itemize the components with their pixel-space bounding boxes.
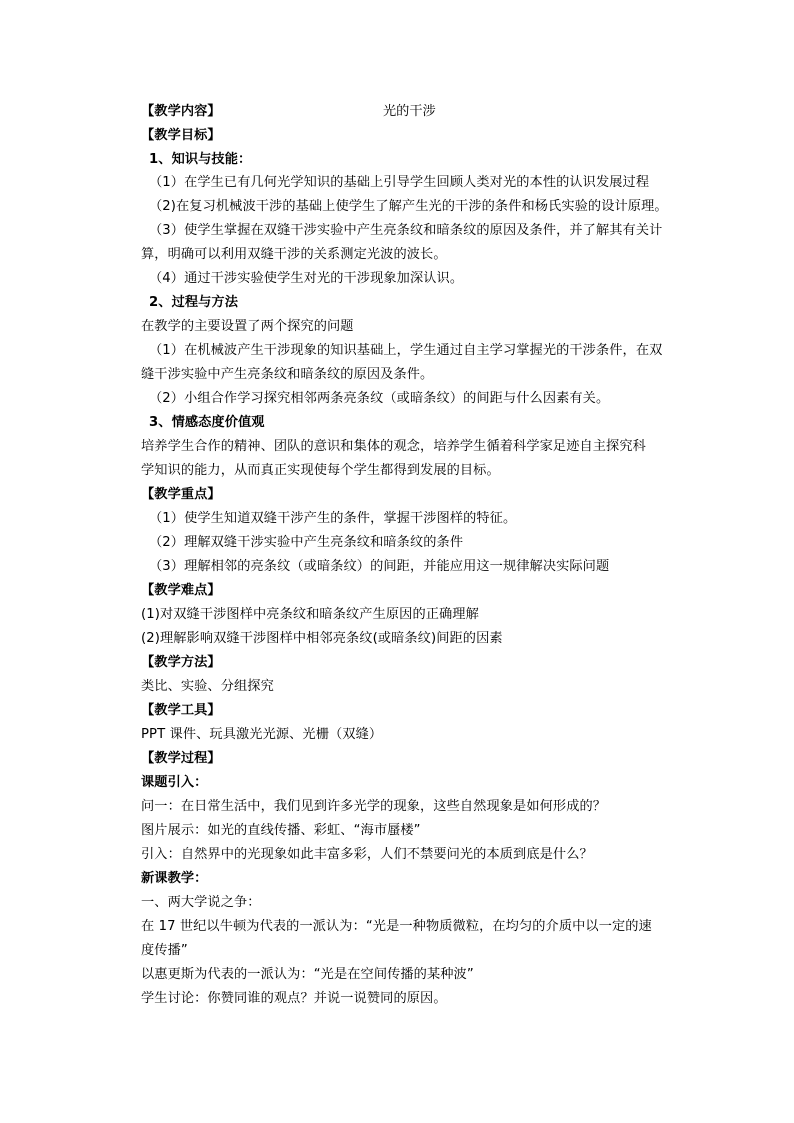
process-heading: 2、过程与方法 bbox=[149, 295, 239, 310]
knowledge-item: 算，明确可以利用双缝干涉的关系测定光波的波长。 bbox=[141, 247, 447, 262]
knowledge-item: （2)在复习机械波干涉的基础上使学生了解产生光的干涉的条件和杨氏实验的设计原理。 bbox=[149, 199, 668, 214]
new-lesson-item: 学生讨论：你赞同谁的观点？并说一说赞同的原因。 bbox=[141, 991, 447, 1006]
intro-heading: 课题引入： bbox=[141, 775, 208, 790]
attitude-heading: 3、情感态度价值观 bbox=[149, 415, 265, 430]
content-label: 【教学内容】 bbox=[141, 104, 221, 119]
difficulty-item: (2)理解影响双缝干涉图样中相邻亮条纹(或暗条纹)间距的因素 bbox=[141, 631, 503, 646]
key-point-item: （2）理解双缝干涉实验中产生亮条纹和暗条纹的条件 bbox=[149, 535, 464, 550]
intro-item: 引入：自然界中的光现象如此丰富多彩，人们不禁要问光的本质到底是什么？ bbox=[141, 847, 593, 862]
process-item: 缝干涉实验中产生亮条纹和暗条纹的原因及条件。 bbox=[141, 367, 434, 382]
new-lesson-item: 度传播” bbox=[141, 943, 188, 958]
knowledge-item: （4）通过干涉实验使学生对光的干涉现象加深认识。 bbox=[149, 271, 464, 286]
new-lesson-heading: 新课教学： bbox=[141, 871, 208, 886]
process-item: （1）在机械波产生干涉现象的知识基础上，学生通过自主学习掌握光的干涉条件，在双 bbox=[149, 343, 663, 358]
methods-heading: 【教学方法】 bbox=[141, 655, 221, 670]
knowledge-item: （3）使学生掌握在双缝干涉实验中产生亮条纹和暗条纹的原因及条件，并了解其有关计 bbox=[149, 223, 663, 238]
key-point-item: （1）使学生知道双缝干涉产生的条件，掌握干涉图样的特征。 bbox=[149, 511, 517, 526]
knowledge-heading: 1、知识与技能： bbox=[149, 152, 252, 167]
tools-heading: 【教学工具】 bbox=[141, 703, 221, 718]
procedure-heading: 【教学过程】 bbox=[141, 751, 221, 766]
tools-text: PPT 课件、玩具激光光源、光栅（双缝） bbox=[141, 727, 383, 742]
key-point-item: （3）理解相邻的亮条纹（或暗条纹）的间距，并能应用这一规律解决实际问题 bbox=[149, 559, 610, 574]
process-item: 在教学的主要设置了两个探究的问题 bbox=[141, 319, 354, 334]
new-lesson-item: 在 17 世纪以牛顿为代表的一派认为：“光是一种物质微粒，在均匀的介质中以一定的速 bbox=[141, 919, 652, 934]
intro-item: 问一：在日常生活中，我们见到许多光学的现象，这些自然现象是如何形成的？ bbox=[141, 799, 607, 814]
difficulty-item: (1)对双缝干涉图样中亮条纹和暗条纹产生原因的正确理解 bbox=[141, 607, 479, 622]
objectives-heading: 【教学目标】 bbox=[141, 128, 221, 143]
lesson-title: 光的干涉 bbox=[383, 104, 436, 119]
key-points-heading: 【教学重点】 bbox=[141, 487, 221, 502]
difficulties-heading: 【教学难点】 bbox=[141, 583, 221, 598]
intro-item: 图片展示：如光的直线传播、彩虹、“海市蜃楼” bbox=[141, 823, 421, 838]
new-lesson-item: 一、两大学说之争： bbox=[141, 895, 261, 910]
attitude-item: 学知识的能力，从而真正实现使每个学生都得到发展的目标。 bbox=[141, 463, 500, 478]
new-lesson-item: 以惠更斯为代表的一派认为：“光是在空间传播的某种波” bbox=[141, 967, 474, 982]
attitude-item: 培养学生合作的精神、团队的意识和集体的观念，培养学生循着科学家足迹自主探究科 bbox=[141, 439, 646, 454]
methods-text: 类比、实验、分组探究 bbox=[141, 679, 274, 694]
process-item: （2）小组合作学习探究相邻两条亮条纹（或暗条纹）的间距与什么因素有关。 bbox=[149, 391, 610, 406]
knowledge-item: （1）在学生已有几何光学知识的基础上引导学生回顾人类对光的本性的认识发展过程 bbox=[149, 175, 650, 190]
